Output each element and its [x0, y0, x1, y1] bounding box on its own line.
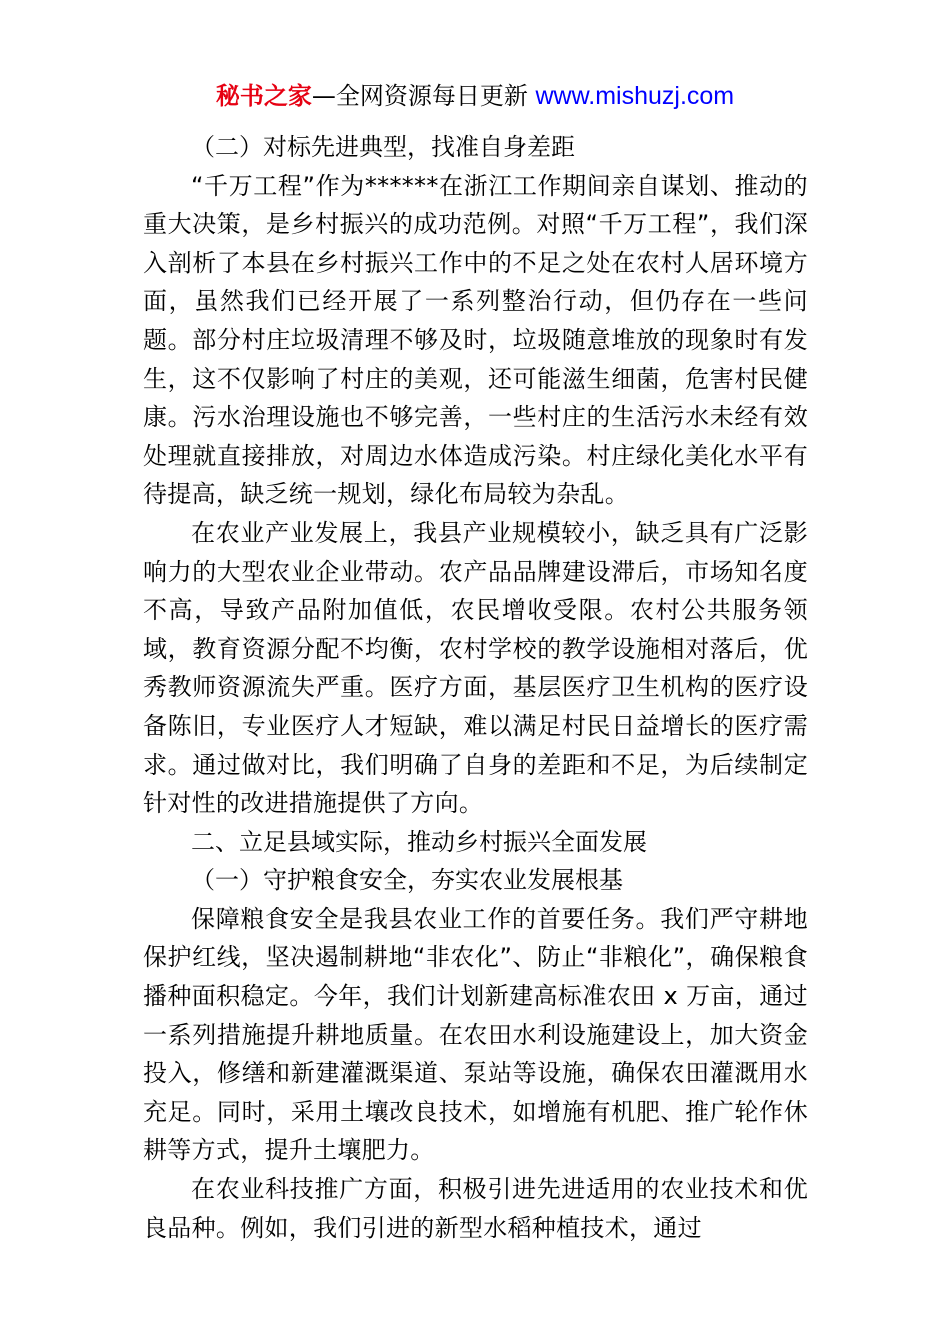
sub-heading-benchmark: （二）对标先进典型，找准自身差距: [191, 133, 575, 161]
site-header: [0, 80, 950, 112]
section-heading: 二、立足县域实际，推动乡村振兴全面发展: [191, 827, 647, 856]
site-url-link[interactable]: www.mishuzj.com: [535, 82, 735, 110]
document-body: [143, 128, 808, 1247]
sub-heading-food-security: （一）守护粮食安全，夯实农业发展根基: [191, 866, 623, 895]
paragraph: “千万工程”作为******在浙江工作期间亲自谋划、推动的重大决策，是乡村振兴的成功范例。对照“千万工程”，我们深入剖析了本县在乡村振兴工作中的不足之处在农村人居环境方面，虽然我们已经开展了一系列整治行动，但仍存在一些问题。部分村庄垃圾清理不够及时，垃圾随意堆放的现象时有发生，这不仅影响了村庄的美观，还可能滋生细菌，危害村民健康。污水治理设施也不够完善，一些村庄的生活污水未经有效处理就直接排放，对周边水体造成污染。村庄绿化美化水平有待提高，缺乏统一规划，绿化布局较为杂乱。: [143, 171, 808, 509]
paragraph: 在农业科技推广方面，积极引进先进适用的农业技术和优良品种。例如，我们引进的新型水稻种植技术，通过: [143, 1175, 808, 1242]
paragraph: 保障粮食安全是我县农业工作的首要任务。我们严守耕地保护红线，坚决遏制耕地“非农化”、防止“非粮化”，确保粮食播种面积稳定。今年，我们计划新建高标准农田 x 万亩，通过一系列措施提升耕地质量。在农田水利设施建设上，加大资金投入，修缮和新建灌溉渠道、泵站等设施，确保农田灌溉用水充足。同时，采用土壤改良技术，如增施有机肥、推广轮作休耕等方式，提升土壤肥力。: [143, 904, 808, 1165]
paragraph: 在农业产业发展上，我县产业规模较小，缺乏具有广泛影响力的大型农业企业带动。农产品品牌建设滞后，市场知名度不高，导致产品附加值低，农民增收受限。农村公共服务领域，教育资源分配不均衡，农村学校的教学设施相对落后，优秀教师资源流失严重。医疗方面，基层医疗卫生机构的医疗设备陈旧，专业医疗人才短缺，难以满足村民日益增长的医疗需求。通过做对比，我们明确了自身的差距和不足，为后续制定针对性的改进措施提供了方向。: [143, 518, 808, 818]
site-brand: 秘书之家: [215, 82, 312, 110]
site-tagline: —全网资源每日更新: [311, 82, 536, 110]
